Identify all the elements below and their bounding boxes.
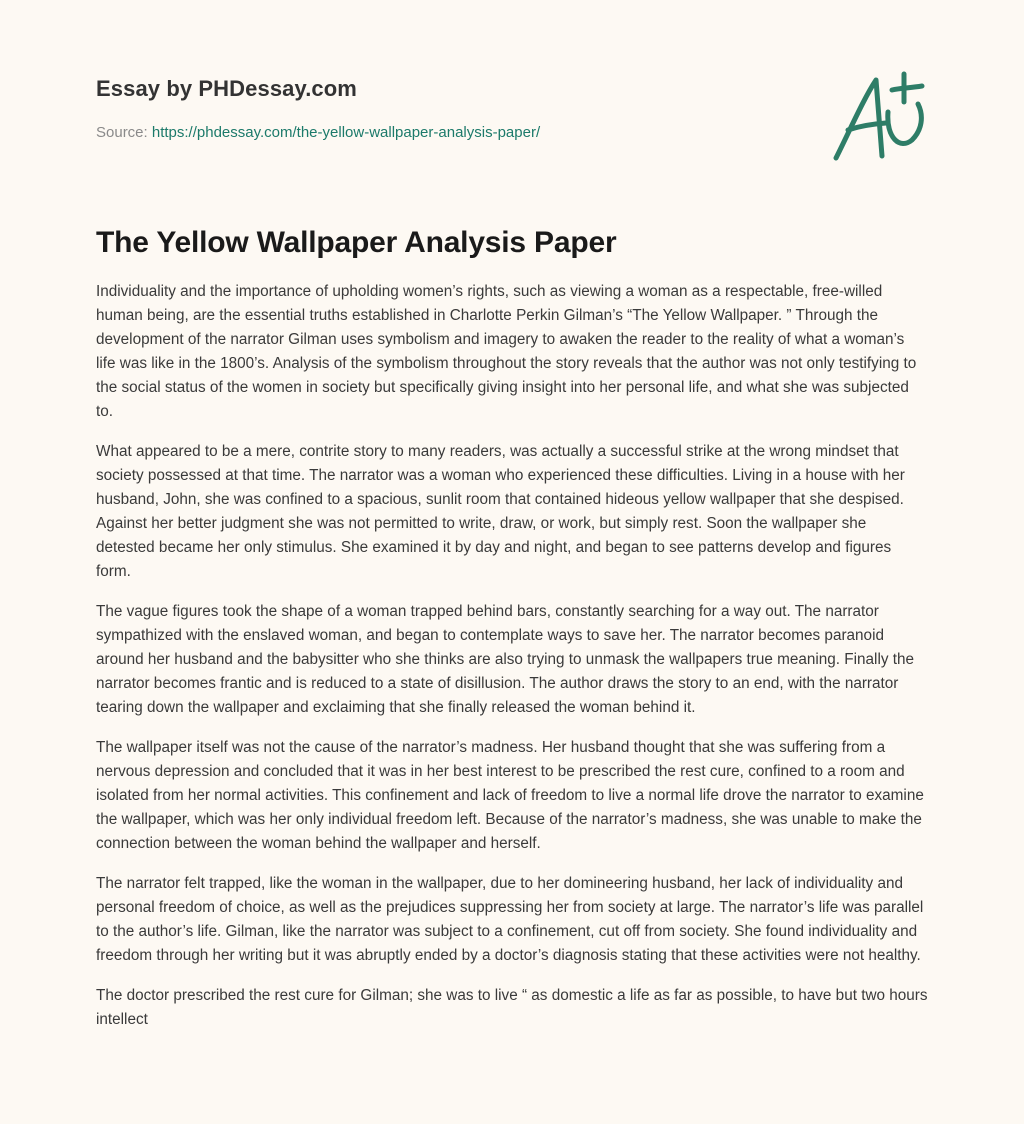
essay-paragraph: The doctor prescribed the rest cure for Gilman; she was to live “ as domestic a life as far as possible, to have but two hours intellect: [96, 987, 928, 1028]
a-plus-logo-icon: [830, 68, 930, 164]
essay-title: The Yellow Wallpaper Analysis Paper: [96, 226, 617, 259]
source-label: Source:: [96, 124, 148, 141]
source-line: [96, 124, 540, 141]
essay-paragraph: The narrator felt trapped, like the woman in the wallpaper, due to her domineering husband, her lack of individuality and personal freedom of choice, as well as the prejudices suppressing her from society at large. The narrator’s life was parallel to the author’s life. Gilman, like the narrator was subject to a confinement, cut off from society. She found individuality and freedom through her writing but it was abruptly ended by a doctor’s diagnosis stating that these activities were not healthy.: [96, 875, 924, 964]
essay-body: [96, 280, 928, 1032]
site-brand: Essay by PHDessay.com: [96, 76, 357, 101]
essay-paragraph: Individuality and the importance of upholding women’s rights, such as viewing a woman as a respectable, free-willed human being, are the essential truths established in Charlotte Perkin Gilman’s “The Yellow Wallpaper. ” Through the development of the narrator Gilman uses symbolism and imagery to awaken the reader to the reality of what a woman’s life was like in the 1800’s. Analysis of the symbolism throughout the story reveals that the author was not only testifying to the social status of the women in society but specifically giving insight into her personal life, and what she was subjected to.: [96, 283, 917, 420]
source-link[interactable]: https://phdessay.com/the-yellow-wallpaper-analysis-paper/: [151, 124, 541, 141]
essay-paragraph: The wallpaper itself was not the cause of the narrator’s madness. Her husband thought that she was suffering from a nervous depression and concluded that it was in her best interest to be prescribed the rest cure, confined to a room and isolated from her normal activities. This confinement and lack of freedom to live a normal life drove the narrator to examine the wallpaper, which was her only individual freedom left. Because of the narrator’s madness, she was unable to make the connection between the woman behind the wallpaper and herself.: [96, 739, 924, 852]
essay-paragraph: The vague figures took the shape of a woman trapped behind bars, constantly searching for a way out. The narrator sympathized with the enslaved woman, and began to contemplate ways to save her. The narrator becomes paranoid around her husband and the babysitter who she thinks are also trying to unmask the wallpapers true meaning. Finally the narrator becomes frantic and is reduced to a state of disillusion. The author draws the story to an end, with the narrator tearing down the wallpaper and exclaiming that she finally released the woman behind it.: [96, 603, 915, 716]
essay-paragraph: What appeared to be a mere, contrite story to many readers, was actually a successful strike at the wrong mindset that society possessed at that time. The narrator was a woman who experienced these difficulties. Living in a house with her husband, John, she was confined to a spacious, sunlit room that contained hideous yellow wallpaper that she despised. Against her better judgment she was not permitted to write, draw, or work, but simply rest. Soon the wallpaper she detested became her only stimulus. She examined it by day and night, and began to see patterns develop and figures form.: [96, 443, 905, 580]
page-header: [96, 0, 928, 200]
